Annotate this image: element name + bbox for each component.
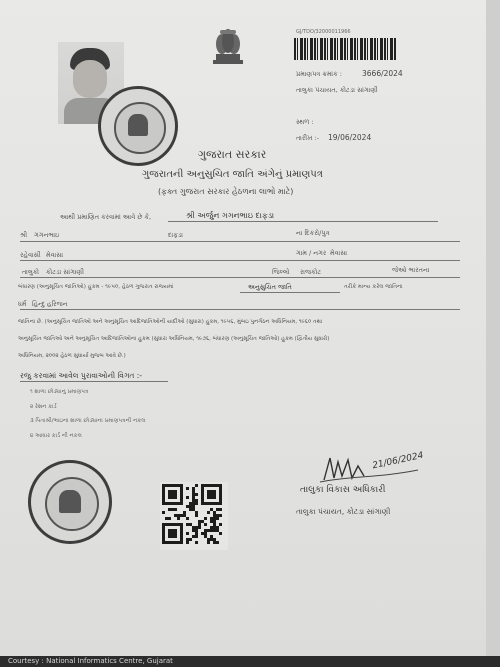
district-value: રાજકોટ [300, 268, 322, 276]
village-label: ગામ / નગર [296, 249, 327, 257]
barcode-number: GJ/TDO/32000011966 [296, 29, 351, 35]
village-value: મેવાસા [330, 249, 348, 257]
background-strip [486, 0, 500, 667]
legal-para-line-3: અધિનિયમ, ૨૦૦૨ હેઠળ સુધાર્યા મુજબ આવે છે.) [18, 353, 126, 359]
office-line: તાલુકા પંચાયત, કોટડા સાંગાણી [296, 86, 378, 94]
application-no-value: 3666/2024 [362, 69, 403, 78]
resident-value: મેવાસા [46, 251, 64, 259]
footer-courtesy: Courtesy : National Informatics Centre, Gujarat [8, 657, 173, 665]
date-value: 19/06/2024 [328, 133, 372, 142]
signature-date: 21/06/2024 [371, 450, 425, 472]
son-label: ના દિકરો/પુત્ર [296, 229, 330, 237]
officer-title: તાલુકા વિકાસ અધિકારી [300, 485, 386, 495]
place-label: સ્થળ : [296, 118, 314, 126]
district-label: જિલ્લો [272, 268, 290, 276]
legal-para-line-1: જાતિના છે. (અનુસૂચિત જાતિઓ અને અનુસૂચિત આદિજાતિઓની યાદીઓ (સુધારા) હુકમ, ૧૯૫૬, મુંબઇ પુનર્ગઠન અધિનિયમ, ૧૯૬૦ તથા [18, 319, 323, 325]
documents-heading: રજુ કરવામાં આવેલ પુરાવાઓની વિગત :- [20, 371, 143, 380]
date-label: તારીખ :- [296, 134, 320, 142]
national-emblem-icon [208, 24, 248, 68]
panchayat-seal-icon [98, 86, 178, 166]
caste-value: અનુસુચિત જાતિ [248, 283, 292, 291]
religion-label: ધર્મ [18, 300, 27, 308]
government-title: ગુજરાત સરકાર [198, 148, 267, 161]
document-item: ૨ રેશન કાર્ડ [30, 404, 57, 410]
state-text: જેઓ ભારતના [392, 266, 430, 274]
resident-label: રહેવાસી [20, 251, 41, 259]
document-item: ૪ આધાર કાર્ડ ની નકલ [30, 433, 82, 439]
father-surname: દાફડા [168, 231, 184, 239]
taluka-value: કોટડા સાંગાણી [46, 268, 84, 276]
certificate-note: (ફક્ત ગુજરાત સરકાર હેઠળના લાભો માટે) [158, 187, 294, 196]
document-item: ૩ પિતાશ્રી/ભાઇના શાળા છોડ્યાના પ્રમાણપત્રની નકલ [30, 418, 146, 424]
father-label: શ્રી [20, 231, 28, 239]
taluka-label: તાલુકો [22, 268, 40, 276]
panchayat-seal-bottom-icon [28, 460, 112, 544]
father-name: ગગનભાઇ [34, 231, 60, 239]
officer-office: તાલુકા પંચાયત, કોટડા સાંગાણી [296, 507, 391, 516]
application-no-label: પ્રમાણપત્ર ક્રમાંક : [296, 70, 342, 78]
legal-para-line-2: અનુસૂચિત જાતિઓ અને અનુસૂચિત આદિજાતિઓના હુકમ (સુધારા અધિનિયમ, ૧૯૭૬, બંધારણ (અનુસૂચિત જાતિઓ) હુકમ (દ્વિતીય સુધારો) [18, 336, 330, 342]
caste-suffix: તરીકે માન્ય કરેલ જાતિના [344, 284, 403, 290]
religion-value: હિન્દુ હરિજન [32, 300, 68, 308]
barcode-icon [294, 38, 396, 60]
certify-text: આથી પ્રમાણિત કરવામાં આવે છે કે, [60, 213, 152, 221]
certificate-title: ગુજરાતની અનુસુચિત જાતિ અંગેનું પ્રમાણપત્ર [142, 169, 323, 180]
document-item: ૧ શાળા છોડ્યાનુ પ્રમાણપત્ર [30, 389, 89, 395]
order-text: બંધારણ (અનુસૂચિત જાતિઓ) હુકમ - ૧૯૫૦, હેઠળ ગુજરાત રાજ્યમાં [18, 284, 174, 290]
qr-code-icon [160, 482, 228, 550]
applicant-name: શ્રી અર્જુન ગગનભાઇ દાફડા [186, 211, 275, 220]
